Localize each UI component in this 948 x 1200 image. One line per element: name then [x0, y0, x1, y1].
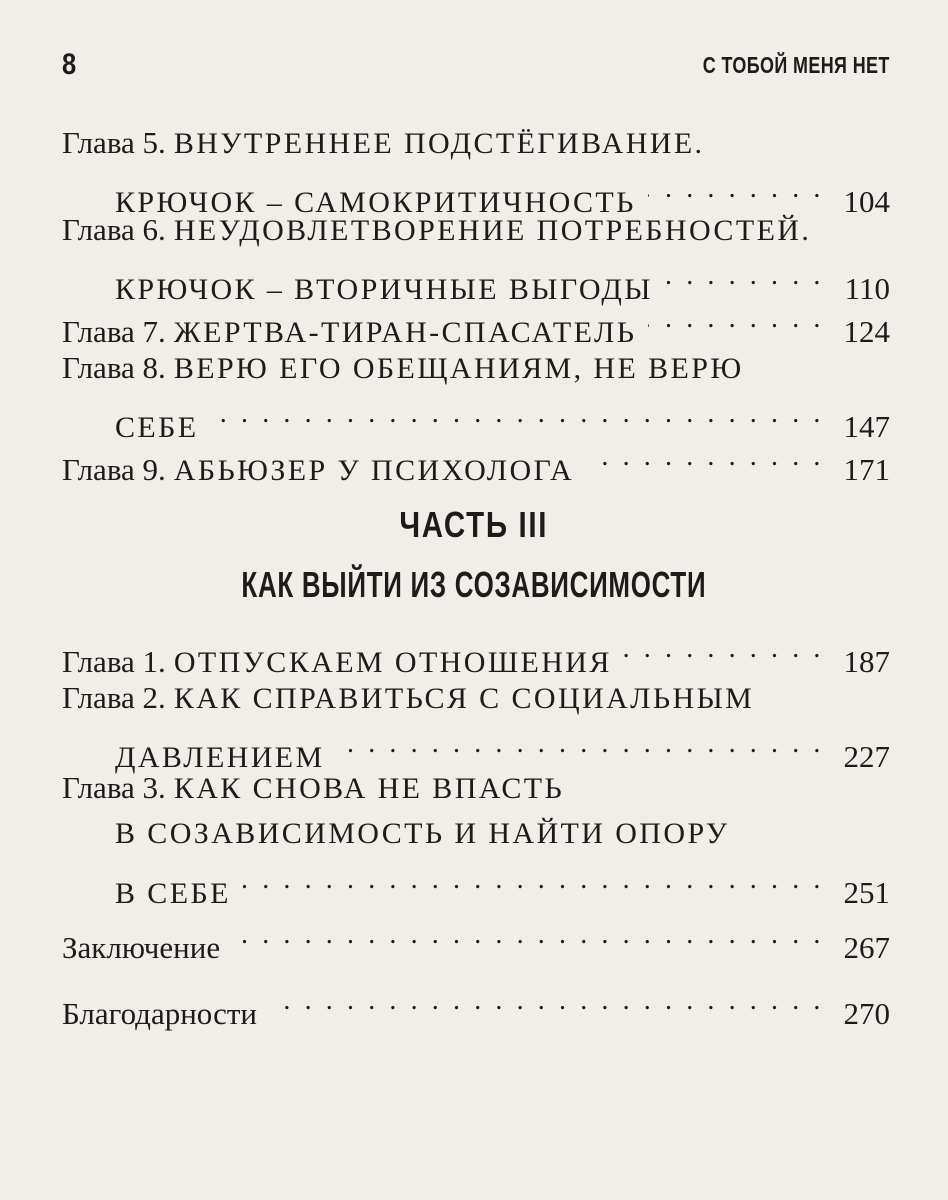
page-ref: 171 — [843, 452, 890, 487]
chapter-title-line: КРЮЧОК – САМОКРИТИЧНОСТЬ — [115, 186, 636, 219]
toc-entry-chapter-6[interactable] — [62, 207, 890, 306]
chapter-title-line: НЕУДОВЛЕТВОРЕНИЕ ПОТРЕБНОСТЕЙ. — [173, 214, 812, 247]
chapter-title-line: ОТПУСКАЕМ ОТНОШЕНИЯ — [173, 646, 612, 679]
chapter-label: Глава 8. — [62, 350, 166, 385]
toc-entry-acknowledgements[interactable] — [62, 978, 890, 1031]
part-number: ЧАСТЬ III — [399, 504, 549, 545]
chapter-label: Глава 6. — [62, 212, 166, 247]
chapter-title-line: В СОЗАВИСИМОСТЬ И НАЙТИ ОПОРУ — [115, 817, 730, 850]
page-ref: 187 — [843, 644, 890, 679]
toc-entry-conclusion[interactable] — [62, 912, 890, 965]
dot-leader — [337, 721, 824, 767]
dot-leader — [648, 296, 824, 342]
part-heading — [0, 505, 948, 613]
chapter-label: Глава 5. — [62, 125, 166, 160]
chapter-title-line: В СЕБЕ — [115, 877, 231, 910]
page-ref: 124 — [843, 314, 890, 349]
dot-leader — [243, 857, 824, 903]
chapter-title-line: КРЮЧОК – ВТОРИЧНЫЕ ВЫГОДЫ — [115, 273, 653, 306]
dot-leader — [586, 434, 824, 480]
dot-leader — [624, 626, 824, 672]
chapter-label: Глава 9. — [62, 452, 166, 487]
section-label: Заключение — [62, 930, 221, 965]
dot-leader — [648, 166, 824, 212]
toc-entry-chapter-7[interactable] — [62, 296, 890, 349]
toc-entry-chapter-1[interactable] — [62, 626, 890, 679]
chapter-title-line: КАК СНОВА НЕ ВПАСТЬ — [173, 772, 565, 805]
chapter-title-line: АБЬЮЗЕР У ПСИХОЛОГА — [173, 454, 575, 487]
toc-entry-chapter-3[interactable] — [62, 765, 890, 910]
page-number: 8 — [62, 48, 77, 81]
page-ref: 251 — [843, 875, 890, 910]
toc-entry-chapter-9[interactable] — [62, 434, 890, 487]
book-title: С ТОБОЙ МЕНЯ НЕТ — [702, 51, 890, 78]
page-ref: 147 — [843, 409, 890, 444]
chapter-title-line: ВЕРЮ ЕГО ОБЕЩАНИЯМ, НЕ ВЕРЮ — [173, 352, 744, 385]
page-ref: 227 — [843, 739, 890, 774]
section-label: Благодарности — [62, 996, 257, 1031]
toc-entry-chapter-5[interactable] — [62, 120, 890, 219]
dot-leader — [211, 391, 825, 437]
dot-leader — [232, 912, 824, 958]
toc-entry-chapter-2[interactable] — [62, 675, 890, 774]
chapter-title-line: ДАВЛЕНИЕМ — [115, 741, 325, 774]
dot-leader — [665, 253, 824, 299]
part-title: КАК ВЫЙТИ ИЗ СОЗАВИСИМОСТИ — [241, 564, 707, 605]
chapter-title-line: ЖЕРТВА-ТИРАН-СПАСАТЕЛЬ — [173, 316, 637, 349]
running-head — [62, 40, 890, 90]
page-ref: 270 — [843, 996, 890, 1031]
chapter-label: Глава 2. — [62, 680, 166, 715]
toc-entry-chapter-8[interactable] — [62, 345, 890, 444]
chapter-label: Глава 1. — [62, 644, 166, 679]
chapter-title-line: КАК СПРАВИТЬСЯ С СОЦИАЛЬНЫМ — [173, 682, 755, 715]
chapter-label: Глава 7. — [62, 314, 166, 349]
page-ref: 104 — [843, 184, 890, 219]
page-ref: 267 — [843, 930, 890, 965]
page-ref: 110 — [844, 271, 890, 306]
chapter-title-line: ВНУТРЕННЕЕ ПОДСТЁГИВАНИЕ. — [173, 127, 705, 160]
dot-leader — [269, 978, 824, 1024]
chapter-label: Глава 3. — [62, 770, 166, 805]
chapter-title-line: СЕБЕ — [115, 411, 199, 444]
